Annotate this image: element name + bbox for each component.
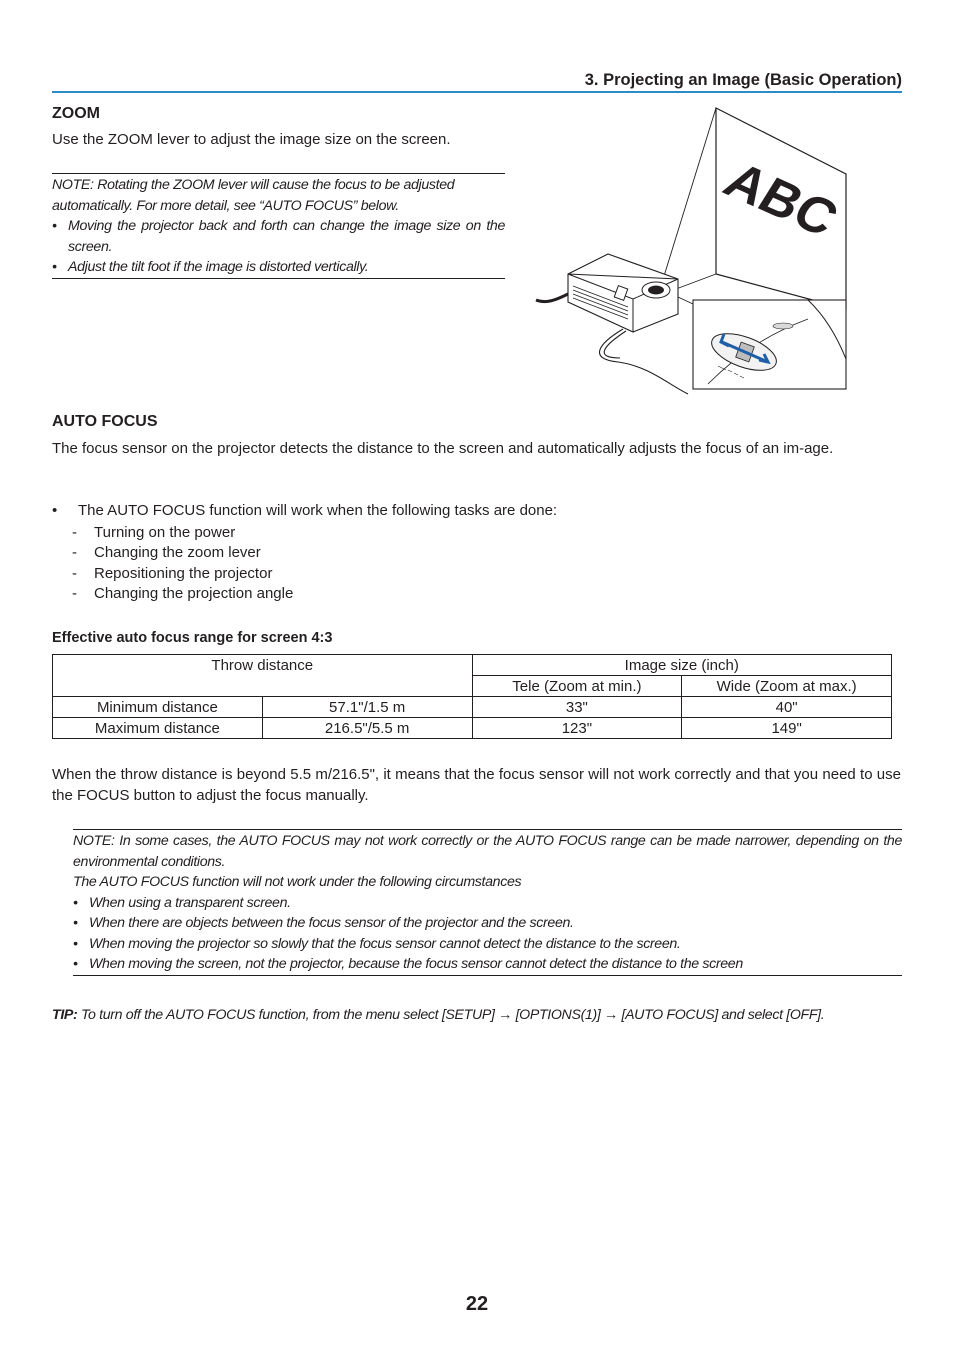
task-item-dash: - — [72, 585, 77, 602]
zoom-note-line1: NOTE: Rotating the ZOOM lever will cause the focus to be adjusted — [52, 177, 455, 193]
autofocus-heading: AUTO FOCUS — [52, 413, 158, 430]
header-rule — [52, 91, 902, 93]
task-item-dash: - — [72, 524, 77, 541]
task-item: Repositioning the projector — [94, 565, 273, 582]
task-item: Changing the projection angle — [94, 585, 294, 602]
table-cell: 149" — [682, 718, 892, 739]
projector-drawing — [536, 254, 688, 394]
table-header-image-size: Image size (inch) — [472, 655, 891, 676]
table-row — [53, 718, 892, 739]
zoom-lever-detail — [693, 300, 846, 389]
table-caption: Effective auto focus range for screen 4:3 — [52, 630, 333, 646]
table-cell: 57.1"/1.5 m — [262, 697, 472, 718]
autofocus-note-bullet: • When moving the projector so slowly that the focus sensor cannot detect the distance to the screen. — [73, 934, 902, 955]
task-item-dash: - — [72, 565, 77, 582]
table-cell: Maximum distance — [53, 718, 263, 739]
zoom-intro: Use the ZOOM lever to adjust the image size on the screen. — [52, 131, 451, 148]
autofocus-intro: The focus sensor on the projector detects the distance to the screen and automatically adjusts the focus of an im-age. — [52, 440, 834, 457]
screen-abc-text: ABC — [713, 152, 848, 248]
autofocus-bullet-marker: • — [52, 502, 58, 519]
table-row — [53, 697, 892, 718]
autofocus-note-bullet: • When there are objects between the focus sensor of the projector and the screen. — [73, 913, 902, 934]
throw-distance-paragraph: When the throw distance is beyond 5.5 m/216.5", it means that the focus sensor will not work correctly and that you need to use the FOCUS button to adjust the focus manually. — [52, 766, 901, 804]
task-item: Changing the zoom lever — [94, 544, 261, 561]
zoom-note — [52, 173, 505, 279]
autofocus-note-line2: The AUTO FOCUS function will not work under the following circumstances — [73, 874, 522, 890]
autofocus-note-line1: NOTE: In some cases, the AUTO FOCUS may not work correctly or the AUTO FOCUS range can be made narrower, depending on the environmental conditions. — [73, 833, 902, 870]
tip-text: To turn off the AUTO FOCUS function, from the menu select [SETUP] → [OPTIONS(1)] → [AUTO FOCUS] and select [OFF]. — [81, 1007, 825, 1023]
tip — [52, 1005, 912, 1026]
zoom-heading: ZOOM — [52, 105, 100, 122]
task-item-dash: - — [72, 544, 77, 561]
autofocus-range-table — [52, 654, 892, 739]
table-cell: 40" — [682, 697, 892, 718]
task-item: Turning on the power — [94, 524, 236, 541]
autofocus-note — [73, 829, 902, 976]
autofocus-note-bullet: • When moving the screen, not the projector, because the focus sensor cannot detect the distance to the screen — [73, 954, 902, 975]
table-cell: 33" — [472, 697, 682, 718]
tip-label: TIP: — [52, 1007, 78, 1023]
table-cell: Minimum distance — [53, 697, 263, 718]
autofocus-bullet: The AUTO FOCUS function will work when the following tasks are done: — [78, 502, 558, 519]
zoom-note-bullet: • Adjust the tilt foot if the image is distorted vertically. — [52, 257, 505, 278]
chapter-title: 3. Projecting an Image (Basic Operation) — [584, 71, 902, 89]
page-number: 22 — [465, 1293, 489, 1315]
table-header-tele: Tele (Zoom at min.) — [472, 676, 682, 697]
zoom-note-line2: automatically. For more detail, see “AUTO FOCUS” below. — [52, 197, 399, 214]
table-cell: 216.5"/5.5 m — [262, 718, 472, 739]
table-cell: 123" — [472, 718, 682, 739]
zoom-illustration — [528, 104, 852, 396]
table-header-wide: Wide (Zoom at max.) — [682, 676, 892, 697]
zoom-note-bullet: • Moving the projector back and forth can change the image size on the screen. — [52, 216, 505, 257]
table-header-throw: Throw distance — [53, 655, 473, 697]
autofocus-note-bullet: • When using a transparent screen. — [73, 893, 902, 914]
